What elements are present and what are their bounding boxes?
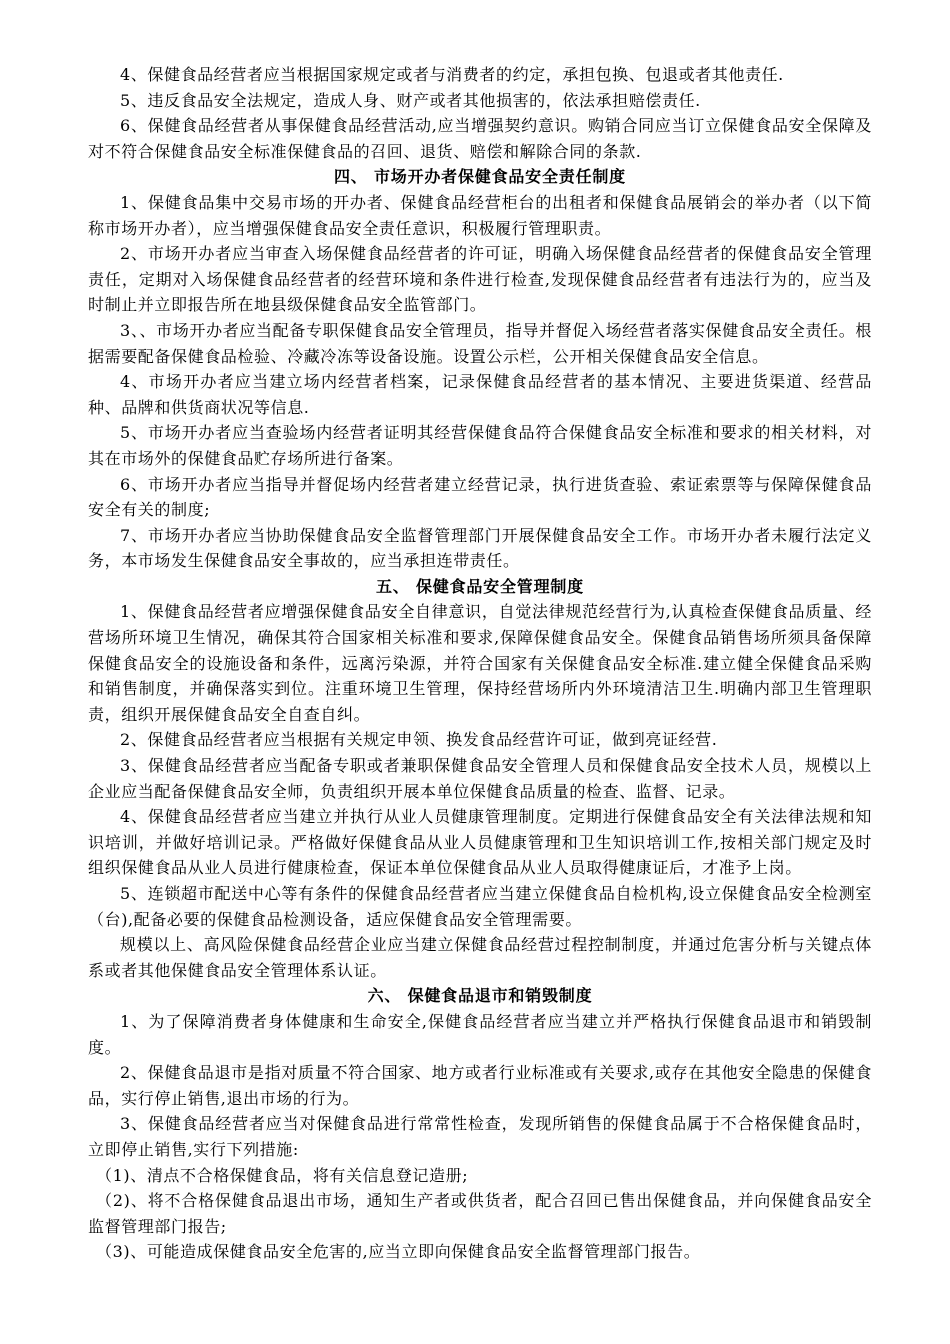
paragraph: 规模以上、高风险保健食品经营企业应当建立保健食品经营过程控制制度，并通过危害分析与关键点体系或者其他保健食品安全管理体系认证。 <box>88 935 872 980</box>
paragraph: 2、保健食品经营者应当根据有关规定申领、换发食品经营许可证，做到亮证经营. <box>120 730 718 750</box>
paragraph: 7、市场开办者应当协助保健食品安全监督管理部门开展保健食品安全工作。市场开办者未履行法定义务，本市场发生保健食品安全事故的，应当承担连带责任。 <box>88 525 872 571</box>
sub-item: （2)、将不合格保健食品退出市场，通知生产者或供货者，配合召回已售出保健食品，并向保健食品安全监督管理部门报告; <box>88 1191 872 1236</box>
paragraph: 1、保健食品集中交易市场的开办者、保健食品经营柜台的出租者和保健食品展销会的举办者（以下简称市场开办者），应当增强保健食品安全责任意识，积极履行管理职责。 <box>88 192 872 238</box>
sub-item: （1)、清点不合格保健食品，将有关信息登记造册; <box>96 1165 469 1185</box>
section-heading: 五、 保健食品安全管理制度 <box>376 576 584 596</box>
paragraph: 5、市场开办者应当查验场内经营者证明其经营保健食品符合保健食品安全标准和要求的相关材料，对其在市场外的保健食品贮存场所进行备案。 <box>88 423 872 468</box>
sub-item: （3)、可能造成保健食品安全危害的,应当立即向保健食品安全监督管理部门报告。 <box>96 1242 701 1262</box>
paragraph: 2、保健食品退市是指对质量不符合国家、地方或者行业标准或有关要求,或存在其他安全隐患的保健食品，实行停止销售,退出市场的行为。 <box>88 1063 872 1108</box>
paragraph: 4、保健食品经营者应当根据国家规定或者与消费者的约定，承担包换、包退或者其他责任. <box>120 65 784 84</box>
paragraph: 6、市场开办者应当指导并督促场内经营者建立经营记录，执行进货查验、索证索票等与保障保健食品安全有关的制度; <box>88 474 872 520</box>
paragraph: 2、市场开办者应当审查入场保健食品经营者的许可证，明确入场保健食品经营者的保健食品安全管理责任，定期对入场保健食品经营者的经营环境和条件进行检查,发现保健食品经营者有违法行为的，应当及时制止并立即报告所在地县级保健食品安全监管部门。 <box>88 244 872 315</box>
paragraph: 5、违反食品安全法规定，造成人身、财产或者其他损害的，依法承担赔偿责任. <box>120 90 701 110</box>
paragraph: 3、、市场开办者应当配备专职保健食品安全管理员，指导并督促入场经营者落实保健食品安全责任。根据需要配备保健食品检验、冷藏冷冻等设备设施。设置公示栏，公开相关保健食品安全信息。 <box>88 320 872 366</box>
section-heading: 六、 保健食品退市和销毁制度 <box>367 986 593 1006</box>
paragraph: 6、保健食品经营者从事保健食品经营活动,应当增强契约意识。购销合同应当订立保健食品安全保障及对不符合保健食品安全标准保健食品的召回、退货、赔偿和解除合同的条款. <box>88 116 872 161</box>
section-heading: 四、 市场开办者保健食品安全责任制度 <box>334 167 626 187</box>
paragraph: 1、保健食品经营者应增强保健食品安全自律意识，自觉法律规范经营行为,认真检查保健食品质量、经营场所环境卫生情况，确保其符合国家相关标准和要求,保障保健食品安全。保健食品销售场所须具备保障保健食品安全的设施设备和条件，远离污染源，并符合国家有关保健食品安全标准.建立健全保健食品采购和销售制度，并确保落实到位。注重环境卫生管理，保持经营场所内外环境清洁卫生.明确内部卫生管理职责，组织开展保健食品安全自查自纠。 <box>88 602 872 724</box>
paragraph: 3、保健食品经营者应当对保健食品进行常常性检查，发现所销售的保健食品属于不合格保健食品时，立即停止销售,实行下列措施: <box>88 1114 872 1159</box>
paragraph: 5、连锁超市配送中心等有条件的保健食品经营者应当建立保健食品自检机构,设立保健食品安全检测室（台),配备必要的保健食品检测设备，适应保健食品安全管理需要。 <box>88 884 872 929</box>
paragraph: 4、市场开办者应当建立场内经营者档案，记录保健食品经营者的基本情况、主要进货渠道、经营品种、品牌和供货商状况等信息. <box>88 372 872 417</box>
paragraph: 3、保健食品经营者应当配备专职或者兼职保健食品安全管理人员和保健食品安全技术人员，规模以上企业应当配备保健食品安全师，负责组织开展本单位保健食品质量的检查、监督、记录。 <box>88 756 872 801</box>
paragraph: 1、为了保障消费者身体健康和生命安全,保健食品经营者应当建立并严格执行保健食品退市和销毁制度。 <box>88 1011 872 1057</box>
paragraph: 4、保健食品经营者应当建立并执行从业人员健康管理制度。定期进行保健食品安全有关法律法规和知识培训，并做好培训记录。严格做好保健食品从业人员健康管理和卫生知识培训工作,按相关部门规定及时组织保健食品从业人员进行健康检查，保证本单位保健食品从业人员取得健康证后，才准予上岗。 <box>88 807 872 878</box>
